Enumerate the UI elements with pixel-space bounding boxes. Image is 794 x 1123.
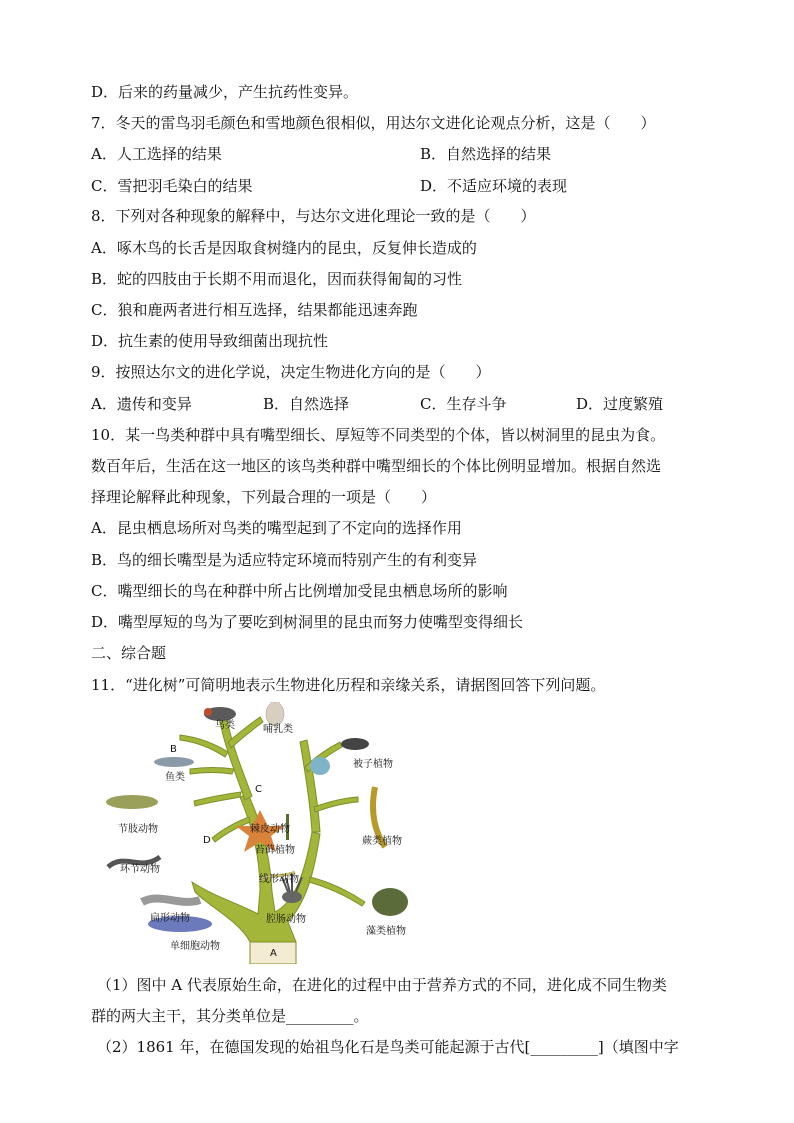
- question-9-option-b: B．自然选择: [263, 395, 350, 413]
- label-angiosperm: 被子植物: [353, 759, 393, 770]
- label-nematode: 线形动物: [259, 874, 299, 885]
- algae-branch: [309, 877, 365, 906]
- label-arthropod: 节肢动物: [118, 824, 158, 835]
- question-7-option-a: A．人工选择的结果: [91, 145, 222, 163]
- question-11-part1-line2: 群的两大主干，其分类单位是_________。: [91, 1007, 369, 1025]
- algae-icon: [372, 888, 408, 916]
- label-fish: 鱼类: [165, 772, 185, 783]
- question-7-stem: 7．冬天的雷鸟羽毛颜色和雪地颜色很相似，用达尔文进化论观点分析，这是（ ）: [91, 114, 656, 132]
- question-10-stem-line3: 择理论解释此种现象，下列最合理的一项是（ ）: [91, 488, 437, 506]
- angiosperm-icon: [341, 738, 369, 750]
- flower-icon: [310, 757, 330, 775]
- label-protozoa: 单细胞动物: [170, 941, 220, 952]
- label-annelid: 环节动物: [120, 864, 160, 875]
- evolution-tree-figure: [100, 702, 430, 964]
- question-7-option-b: B．自然选择的结果: [420, 145, 552, 163]
- label-mammal: 哺乳类: [263, 724, 293, 735]
- question-8-option-d: D．抗生素的使用导致细菌出现抗性: [91, 332, 329, 350]
- label-d: D: [203, 835, 211, 846]
- question-11-part2: （2）1861 年，在德国发现的始祖鸟化石是鸟类可能起源于古代[_________]（填图中字: [97, 1038, 679, 1056]
- question-8-option-b: B．蛇的四肢由于长期不用而退化，因而获得匍匐的习性: [91, 270, 463, 288]
- question-7-option-d: D．不适应环境的表现: [420, 177, 568, 195]
- label-flatworm: 扁形动物: [150, 913, 190, 924]
- question-9-stem: 9．按照达尔文的进化学说，决定生物进化方向的是（ ）: [91, 363, 491, 381]
- section-heading: 二、综合题: [91, 644, 167, 662]
- question-8-option-a: A．啄木鸟的长舌是因取食树缝内的昆虫，反复伸长造成的: [91, 239, 477, 257]
- label-b: B: [170, 744, 177, 755]
- plant-branch: [300, 740, 320, 832]
- fish-branch: [190, 768, 234, 775]
- fern-branch: [314, 797, 358, 812]
- question-11-stem: 11．“进化树”可简明地表示生物进化历程和亲缘关系，请据图回答下列问题。: [91, 676, 606, 694]
- question-9-option-d: D．过度繁殖: [576, 395, 664, 413]
- bird-branch: [180, 735, 228, 757]
- label-moss: 苔藓植物: [255, 845, 295, 856]
- label-c: C: [255, 784, 262, 795]
- question-7-option-c: C．雪把羽毛染白的结果: [91, 177, 253, 195]
- question-10-option-b: B．鸟的细长嘴型是为适应特定环境而特别产生的有利变异: [91, 551, 478, 569]
- question-10-stem-line1: 10．某一鸟类种群中具有嘴型细长、厚短等不同类型的个体，皆以树洞里的昆虫为食。: [91, 426, 666, 444]
- label-echinoderm: 棘皮动物: [250, 824, 290, 835]
- question-10-stem-line2: 数百年后，生活在这一地区的该鸟类种群中嘴型细长的个体比例明显增加。根据自然选: [91, 457, 662, 475]
- question-9-option-a: A．遗传和变异: [91, 395, 192, 413]
- flatworm-icon: [142, 898, 200, 902]
- question-8-stem: 8．下列对各种现象的解释中，与达尔文进化理论一致的是（ ）: [91, 207, 536, 225]
- arthropod-branch: [194, 792, 241, 806]
- label-algae: 藻类植物: [366, 926, 406, 937]
- grasshopper-icon: [106, 795, 158, 809]
- question-6-option-d: D．后来的药量减少，产生抗药性变异。: [91, 83, 359, 101]
- fish-icon: [154, 757, 194, 767]
- question-10-option-c: C．嘴型细长的鸟在种群中所占比例增加受昆虫栖息场所的影响: [91, 582, 508, 600]
- question-10-option-a: A．昆虫栖息场所对鸟类的嘴型起到了不定向的选择作用: [91, 519, 462, 537]
- question-8-option-c: C．狼和鹿两者进行相互选择，结果都能迅速奔跑: [91, 301, 418, 319]
- question-11-part1-line1: （1）图中 A 代表原始生命，在进化的过程中由于营养方式的不同，进化成不同生物类: [97, 976, 667, 994]
- label-coelenterate: 腔肠动物: [266, 914, 306, 925]
- label-bird: 鸟类: [215, 720, 235, 731]
- label-fern: 蕨类植物: [362, 836, 402, 847]
- question-9-option-c: C．生存斗争: [420, 395, 507, 413]
- question-10-option-d: D．嘴型厚短的鸟为了要吃到树洞里的昆虫而努力使嘴型变得细长: [91, 613, 524, 631]
- label-a: A: [270, 948, 277, 959]
